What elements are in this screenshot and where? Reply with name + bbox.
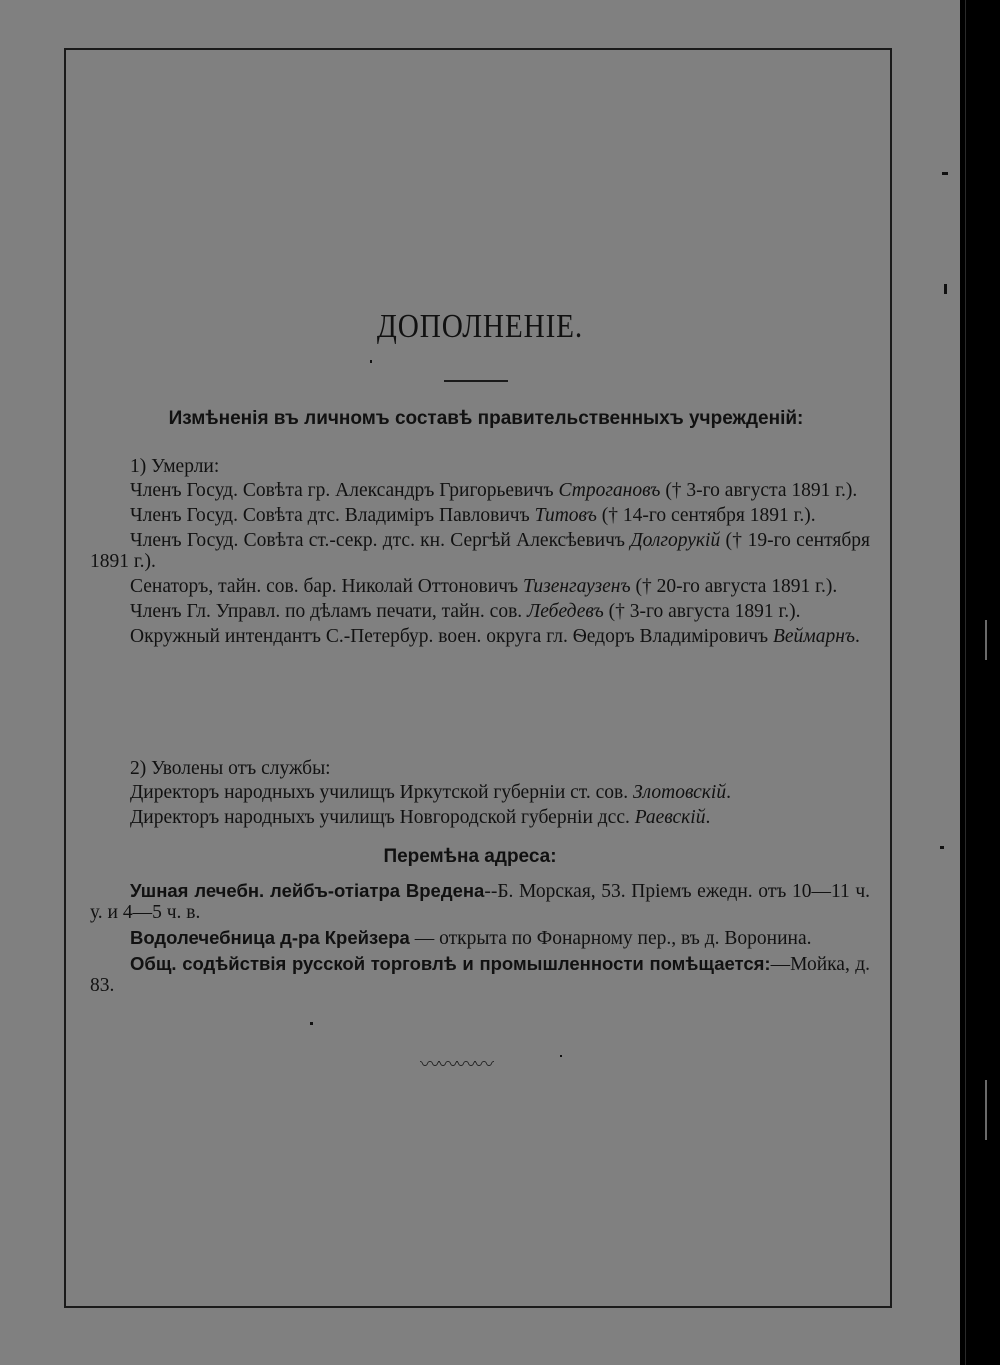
scan-edge-line bbox=[965, 0, 966, 1365]
entry-text: Членъ Гл. Управл. по дѣламъ печати, тайн. сов. bbox=[130, 601, 528, 622]
person-name: Тизенгаузенъ bbox=[522, 576, 631, 597]
section-addresses bbox=[90, 880, 870, 1000]
scan-speck bbox=[944, 284, 947, 294]
entry-text: Окружный интендантъ С.-Петербур. воен. округа гл. Ѳедоръ Владиміровичъ bbox=[130, 626, 773, 647]
address-text: — открыта по Фонарному пер., въ д. Воронина. bbox=[409, 928, 812, 949]
scan-speck bbox=[940, 846, 944, 849]
entry-death-1 bbox=[90, 480, 870, 501]
section-heading-address-change: Перемѣна адреса: bbox=[383, 846, 557, 867]
entry-text: Членъ Госуд. Совѣта ст.-секр. дтс. кн. Сергѣй Алексѣевичъ bbox=[130, 530, 631, 551]
entry-text: Директоръ народныхъ училищъ Иркутской губерніи ст. сов. bbox=[130, 782, 633, 803]
title-rule bbox=[444, 380, 508, 382]
scan-speck bbox=[310, 1022, 313, 1025]
person-name: Раевскій bbox=[634, 807, 706, 828]
entry-death-3 bbox=[90, 530, 870, 572]
group-label-dismissals: 2) Уволены отъ службы: bbox=[130, 758, 331, 779]
entry-end: . bbox=[705, 807, 711, 828]
closing-ornament: 〰〰〰〰 bbox=[420, 1054, 492, 1076]
page-title: ДОПОЛНЕНІЕ. bbox=[376, 308, 584, 345]
entry-date: († 20-го августа 1891 г.). bbox=[630, 576, 838, 597]
address-text: —Мойка, д. 83. bbox=[90, 954, 871, 996]
entry-text: Членъ Госуд. Совѣта дтс. Владиміръ Павловичъ bbox=[130, 505, 535, 526]
entry-date: († 19-го сентября 1891 г.). bbox=[90, 530, 870, 572]
person-name: Злотовскій bbox=[632, 782, 727, 803]
person-name: Веймарнъ bbox=[772, 626, 856, 647]
entry-address-2 bbox=[90, 927, 870, 949]
group-label-deaths: 1) Умерли: bbox=[130, 456, 220, 477]
institution-name: Водолечебница д-ра Крейзера bbox=[130, 927, 410, 948]
entry-address-1 bbox=[90, 880, 870, 923]
entry-death-6 bbox=[90, 626, 870, 647]
scan-edge-line bbox=[985, 620, 987, 660]
entry-date: († 3-го августа 1891 г.). bbox=[660, 480, 858, 501]
section-deaths bbox=[90, 456, 870, 651]
person-name: Лебедевъ bbox=[527, 601, 604, 622]
institution-name: Общ. содѣйствія русской торговлѣ и промышленности помѣщается: bbox=[130, 953, 771, 974]
person-name: Долгорукій bbox=[630, 530, 721, 551]
entry-date: († 14-го сентября 1891 г.). bbox=[596, 505, 816, 526]
entry-date: . bbox=[855, 626, 860, 647]
scan-edge-line bbox=[985, 1080, 987, 1140]
entry-death-5 bbox=[90, 601, 870, 622]
scan-speck bbox=[370, 360, 372, 363]
entry-dismissal-1 bbox=[90, 782, 870, 803]
entry-end: . bbox=[726, 782, 731, 803]
scan-speck bbox=[942, 172, 948, 175]
institution-name: Ушная лечебн. лейбъ-отіатра Вредена bbox=[130, 880, 485, 901]
entry-text: Сенаторъ, тайн. сов. бар. Николай Оттоновичъ bbox=[130, 576, 523, 597]
address-text: --Б. Морская, 53. Пріемъ ежедн. отъ 10—11 ч. у. и 4—5 ч. в. bbox=[90, 881, 870, 923]
page-frame-border bbox=[64, 48, 892, 1308]
entry-date: († 3-го августа 1891 г.). bbox=[603, 601, 801, 622]
entry-text: Членъ Госуд. Совѣта гр. Александръ Григорьевичъ bbox=[130, 480, 559, 501]
entry-death-4 bbox=[90, 576, 870, 597]
entry-death-2 bbox=[90, 505, 870, 526]
section-heading-staff-changes: Измѣненія въ личномъ составѣ правительственныхъ учрежденій: bbox=[168, 408, 804, 429]
person-name: Строгановъ bbox=[558, 480, 661, 501]
scan-speck bbox=[560, 1055, 562, 1057]
person-name: Титовъ bbox=[534, 505, 597, 526]
entry-dismissal-2 bbox=[90, 807, 870, 828]
section-dismissals bbox=[90, 758, 870, 832]
entry-text: Директоръ народныхъ училищъ Новгородской губерніи дсс. bbox=[130, 807, 635, 828]
entry-address-3 bbox=[90, 953, 870, 996]
